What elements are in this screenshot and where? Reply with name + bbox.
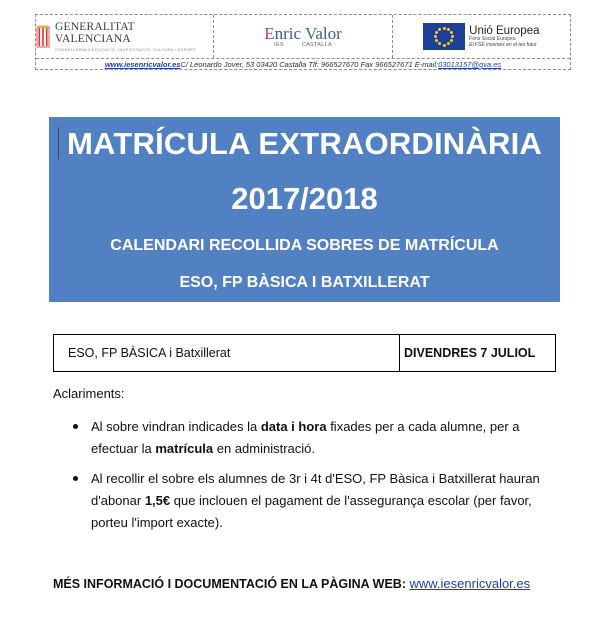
address-line bbox=[36, 59, 570, 70]
bullet-icon bbox=[73, 476, 78, 481]
eu-line1: Fons Social Europeu bbox=[469, 36, 516, 43]
item-text: en administració. bbox=[213, 441, 316, 456]
website-link[interactable]: www.iesenricvalor.es bbox=[409, 576, 531, 591]
schedule-table bbox=[53, 334, 556, 372]
item-text: que inclouen el pagament de l'assegurança escolar (per favor, porteu l'import exacte). bbox=[91, 493, 532, 530]
address-text: C/ Leonardo Jover, 53 03420 Castalla Tlf: 966527670 Fax 966527671 E-mail: bbox=[180, 60, 439, 69]
school-sub-town: CASTALLA bbox=[301, 41, 332, 48]
schedule-group-cell: ESO, FP BÀSICA i Batxillerat bbox=[54, 335, 400, 371]
eu-star-icon bbox=[450, 31, 453, 34]
letterhead bbox=[35, 14, 571, 70]
logo-school bbox=[213, 15, 391, 58]
eu-star-icon bbox=[447, 28, 450, 31]
banner-year: 2017/2018 bbox=[231, 181, 378, 216]
more-info-text: MÉS INFORMACIÓ I DOCUMENTACIÓ EN LA PÀGINA WEB: bbox=[53, 577, 410, 591]
item-bold: data i hora bbox=[260, 419, 327, 434]
bullet-icon bbox=[73, 424, 78, 429]
gva-emblem-icon bbox=[36, 25, 50, 49]
eu-star-icon bbox=[438, 42, 441, 45]
banner-levels: ESO, FP BÀSICA I BATXILLERAT bbox=[179, 274, 430, 291]
banner-subtitle: CALENDARI RECOLLIDA SOBRES DE MATRÍCULA bbox=[110, 237, 499, 254]
list-item bbox=[70, 416, 550, 460]
item-text: fixades per a cada alumne, per a efectuar la bbox=[91, 419, 520, 456]
gva-name: GENERALITAT VALENCIANA bbox=[55, 21, 135, 45]
header-email-link[interactable]: 03013157@gva.es bbox=[438, 60, 502, 69]
school-sub-ies: IES bbox=[274, 41, 284, 48]
eu-star-icon bbox=[438, 28, 441, 31]
eu-star-icon bbox=[451, 35, 454, 38]
schedule-date-cell: DIVENDRES 7 JULIOL bbox=[404, 346, 536, 360]
logo-generalitat bbox=[36, 15, 213, 58]
eu-star-icon bbox=[443, 27, 446, 30]
eu-line2: El FSE inverteix en el teu futur bbox=[469, 41, 537, 48]
letterhead-logos bbox=[36, 15, 570, 59]
school-name: Enric Valor bbox=[264, 23, 342, 43]
title-banner bbox=[49, 117, 560, 302]
gva-subtitle: CONSELLERIA D'EDUCACIÓ, INVESTIGACIÓ, CULTURA I ESPORT bbox=[55, 47, 196, 52]
eu-star-icon bbox=[434, 35, 437, 38]
item-text: Al recollir el sobre els alumnes de 3r i 4t d'ESO, FP Bàsica i Batxillerat hauran d'abonar bbox=[91, 471, 540, 508]
eu-star-icon bbox=[435, 31, 438, 34]
eu-title: Unió Europea bbox=[469, 25, 540, 38]
eu-star-icon bbox=[443, 44, 446, 47]
list-item bbox=[70, 468, 550, 534]
item-bold: 1,5€ bbox=[144, 493, 171, 508]
item-bold: matrícula bbox=[155, 441, 214, 456]
item-text: Al sobre vindran indicades la bbox=[91, 419, 261, 434]
more-info-line bbox=[53, 576, 530, 591]
header-web-link[interactable]: www.iesenricvalor.es bbox=[104, 60, 181, 69]
eu-flag-icon bbox=[423, 23, 465, 50]
clarifications-heading: Aclariments: bbox=[53, 386, 125, 401]
logo-eu bbox=[392, 15, 570, 58]
eu-star-icon bbox=[447, 42, 450, 45]
eu-star-icon bbox=[450, 39, 453, 42]
clarifications-list bbox=[70, 416, 550, 542]
banner-title: MATRÍCULA EXTRAORDINÀRIA bbox=[67, 126, 542, 161]
